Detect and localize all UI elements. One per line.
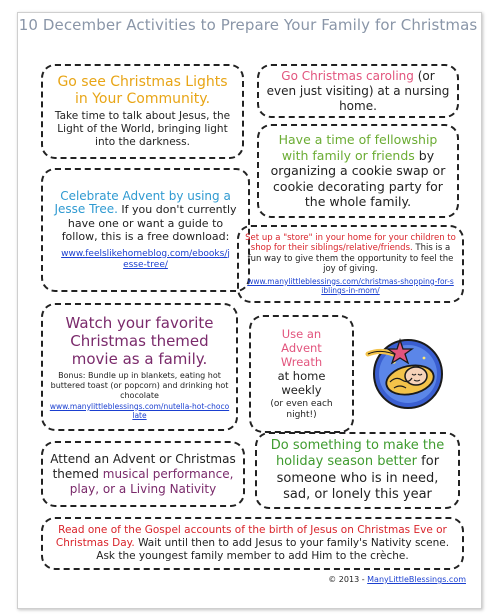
caroling-heading: Go Christmas caroling [281,68,414,83]
activity-performance [41,441,245,507]
fellowship-body: by organizing a cookie swap or cookie decorating party for the whole family. [270,147,446,210]
jesse-tree-heading: Celebrate Advent by using a Jesse Tree. [54,188,231,216]
jesse-tree-body: If you don't currently have one or want a guide to follow, this is a free download: [61,203,237,243]
wreath-note: (or even each night!) [270,399,333,420]
credit-link[interactable]: ManyLittleBlessings.com [367,575,466,584]
season-heading: Do something to make the holiday season better [270,437,445,469]
lights-body: Take time to talk about Jesus, the Light of the World, bringing light into the darkness. [54,110,231,148]
activity-lights [41,64,244,159]
performance-heading: musical performance, play, or a Living Nativity [69,466,234,496]
page-title: 10 December Activities to Prepare Your Family for Christmas [18,16,478,34]
activity-jesse-tree [41,168,250,292]
activity-store [237,225,464,303]
season-body: for someone who is in need, sad, or lonely this year [276,454,440,502]
lights-heading: Go see Christmas Lights in Your Community. [57,74,228,107]
wreath-body: at home weekly [277,369,326,397]
activity-wreath [249,315,354,433]
movie-link[interactable]: www.manylittleblessings.com/nutella-hot-chocolate [49,401,230,420]
store-link[interactable]: www.manylittleblessings.com/christmas-shopping-for-siblings-in-mom/ [247,276,454,295]
gospel-body: Wait until then to add Jesus to your family's Nativity scene. Ask the youngest family member to add Him to the crèche. [96,537,450,562]
copyright-credit [328,575,466,584]
performance-lead: Attend an Advent or Christmas themed [50,451,236,481]
activity-movie [41,303,238,431]
activity-fellowship [257,124,459,218]
activity-gospel [41,517,464,570]
jesse-tree-link[interactable]: www.feelslikehomeblog.com/ebooks/jesse-tree/ [61,248,230,270]
baby-jesus-star-illustration [360,318,450,414]
activity-caroling [257,64,459,118]
caroling-body: (or even just visiting) at a nursing home. [266,68,450,113]
fellowship-heading: Have a time of fellowship with family or friends [278,132,438,163]
wreath-heading: Use an Advent Wreath [280,327,323,369]
credit-prefix: © 2013 - [328,575,365,584]
store-body: This is a fun way to give them the opportunity to feel the joy of giving. [247,243,454,274]
movie-body: Bonus: Bundle up in blankets, eating hot buttered toast (or popcorn) and drinking hot chocolate [50,370,229,400]
activity-season [255,432,460,509]
store-heading: Set up a "store" in your home for your children to shop for their siblings/relative/friends. [245,232,456,253]
movie-heading: Watch your favorite Christmas themed movie as a family. [65,313,214,368]
gospel-heading: Read one of the Gospel accounts of the birth of Jesus on Christmas Eve or Christmas Day. [55,524,447,549]
